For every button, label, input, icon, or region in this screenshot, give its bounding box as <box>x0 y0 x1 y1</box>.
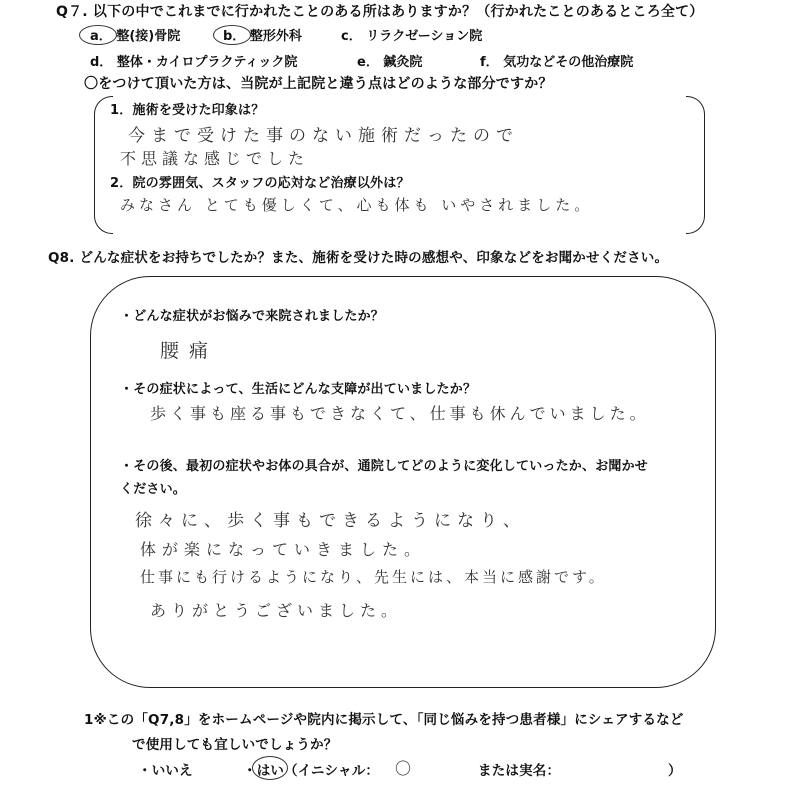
handwritten-answer[interactable]: 体が楽になっていきました。 <box>140 540 427 559</box>
option-yes[interactable]: ・はい <box>243 763 285 779</box>
consent-line2: で使用しても宜しいでしょうか？ <box>132 737 338 753</box>
initial-value[interactable]: 〇 <box>395 759 412 778</box>
option-key: a． <box>90 29 112 44</box>
realname-label: または実名： <box>478 763 561 779</box>
handwritten-answer[interactable]: 仕事にも行けるようになり、先生には、本当に感謝です。 <box>140 568 607 586</box>
answer-bracket-right <box>686 96 705 234</box>
option-key: e． <box>357 55 379 70</box>
option-key: c． <box>341 29 362 44</box>
circle-mark <box>252 756 288 780</box>
initial-label: （イニシャル： <box>284 763 380 779</box>
q7-sub1-prompt: 1．施術を受けた印象は？ <box>110 103 265 118</box>
circle-mark <box>213 25 251 45</box>
close-paren: ） <box>668 763 682 779</box>
q8-item2-prompt: ・その症状によって、生活にどんな支障が出ていましたか？ <box>120 382 477 397</box>
handwritten-answer[interactable]: 今まで受けた事のない施術だったので <box>128 126 519 146</box>
consent-line1: 1※この「Q7,8」をホームページや院内に掲示して、「同じ悩みを持つ患者様」にシェアするなど <box>84 712 684 728</box>
handwritten-answer[interactable]: 不思議な感じでした <box>120 149 310 168</box>
option-d[interactable] <box>90 51 297 70</box>
handwritten-answer[interactable]: 歩く事も座る事もできなくて、仕事も休んでいました。 <box>150 404 650 423</box>
q7-followup: 〇をつけて頂いた方は、当院が上記院と違う点はどのような部分ですか？ <box>84 76 553 92</box>
option-key: b． <box>223 29 246 44</box>
q8-question: Q8. どんな症状をお持ちでしたか？また、施術を受けた時の感想や、印象などをお聞かせください。 <box>48 250 669 266</box>
q7-question: Q７. 以下の中でこれまでに行かれたことのある所はありますか？（行かれたことのあるところ全て） <box>56 4 704 20</box>
option-label: 整形外科 <box>249 29 302 44</box>
option-key: d． <box>90 55 113 70</box>
option-key: f． <box>480 55 499 70</box>
option-label: 整体・カイロプラクティック院 <box>116 55 298 70</box>
option-c[interactable] <box>341 25 482 44</box>
option-label: リラクゼーション院 <box>366 29 483 44</box>
option-no[interactable]: ・いいえ <box>138 763 193 779</box>
handwritten-answer[interactable]: ありがとうございました。 <box>150 601 403 620</box>
option-f[interactable] <box>480 51 633 70</box>
q8-item3-prompt: ・その後、最初の症状やお体の具合が、通院してどのように変化していったか、お聞かせ <box>120 459 649 474</box>
option-label: 気功などその他治療院 <box>503 55 634 70</box>
q7-sub2-prompt: 2．院の雰囲気、スタッフの応対など治療以外は？ <box>110 176 410 191</box>
q8-item1-prompt: ・どんな症状がお悩みで来院されましたか？ <box>120 309 385 324</box>
handwritten-answer[interactable]: 徐々に、歩く事もできるようになり、 <box>135 511 526 531</box>
circle-mark <box>79 25 117 45</box>
handwritten-answer[interactable]: みなさん とても優しくて、心も体も いやされました。 <box>120 196 594 214</box>
q8-item3-prompt-cont: ください。 <box>120 482 187 497</box>
option-label: 鍼灸院 <box>383 55 423 70</box>
option-label: 整(接)骨院 <box>116 29 181 44</box>
handwritten-answer[interactable]: 腰痛 <box>160 340 219 362</box>
option-e[interactable] <box>357 51 422 70</box>
